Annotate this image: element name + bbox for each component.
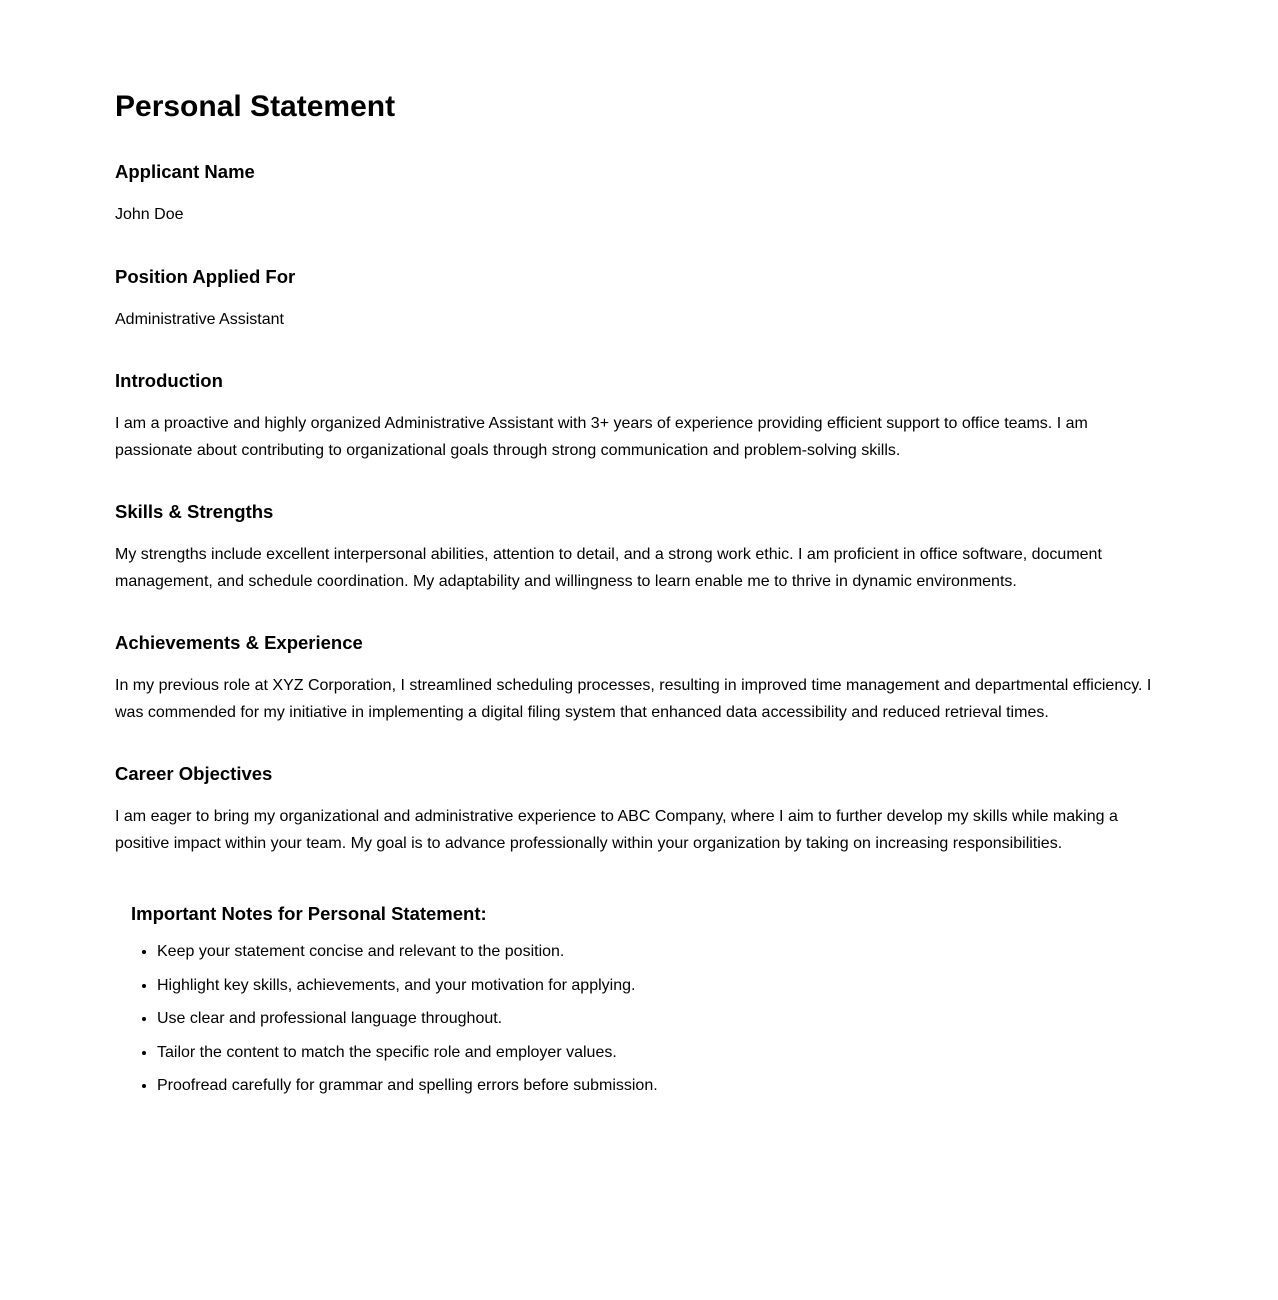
- notes-list: [131, 940, 1163, 1098]
- section-heading: Applicant Name: [115, 161, 255, 182]
- section-achievements-experience: [115, 632, 1163, 726]
- list-item: • Proofread carefully for grammar and spelling errors before submission.: [157, 1074, 1163, 1098]
- section-heading: Position Applied For: [115, 265, 296, 287]
- section-body: Administrative Assistant: [115, 310, 284, 328]
- section-career-objectives: [115, 763, 1163, 857]
- section-introduction: [115, 370, 1163, 464]
- list-item: • Keep your statement concise and relevant to the position.: [157, 940, 1163, 964]
- section-body: In my previous role at XYZ Corporation, I streamlined scheduling processes, resulting in improved time management and departmental efficiency. I was commended for my initiative in implementing a digital filing system that enhanced data accessibility and reduced retrieval times.: [115, 677, 1152, 721]
- section-skills-strengths: [115, 501, 1163, 595]
- list-item: • Use clear and professional language throughout.: [157, 1007, 1163, 1031]
- section-applicant-name: [115, 161, 1163, 229]
- document-content: [115, 90, 1163, 1098]
- notes-heading: Important Notes for Personal Statement:: [131, 903, 487, 924]
- section-body: I am eager to bring my organizational and administrative experience to ABC Company, where I aim to further develop my skills while making a positive impact within your team. My goal is to advance professionally within your organization by taking on increasing responsibilities.: [115, 808, 1118, 852]
- section-heading: Introduction: [115, 370, 223, 391]
- section-body: I am a proactive and highly organized Administrative Assistant with 3+ years of experience providing efficient support to office teams. I am passionate about contributing to organizational goals through strong communication and problem-solving skills.: [115, 415, 1088, 459]
- section-body: John Doe: [115, 206, 184, 223]
- section-body: My strengths include excellent interpersonal abilities, attention to detail, and a strong work ethic. I am proficient in office software, document management, and schedule coordination. My adaptability and willingness to learn enable me to thrive in dynamic environments.: [115, 546, 1102, 590]
- list-item: • Tailor the content to match the specific role and employer values.: [157, 1041, 1163, 1065]
- section-heading: Skills & Strengths: [115, 501, 274, 522]
- section-heading: Achievements & Experience: [115, 632, 363, 653]
- page-title: Personal Statement: [115, 90, 396, 123]
- list-item: • Highlight key skills, achievements, and your motivation for applying.: [157, 974, 1163, 998]
- notes-section: [115, 903, 1163, 1098]
- section-position-applied-for: [115, 266, 1163, 334]
- section-heading: Career Objectives: [115, 763, 273, 784]
